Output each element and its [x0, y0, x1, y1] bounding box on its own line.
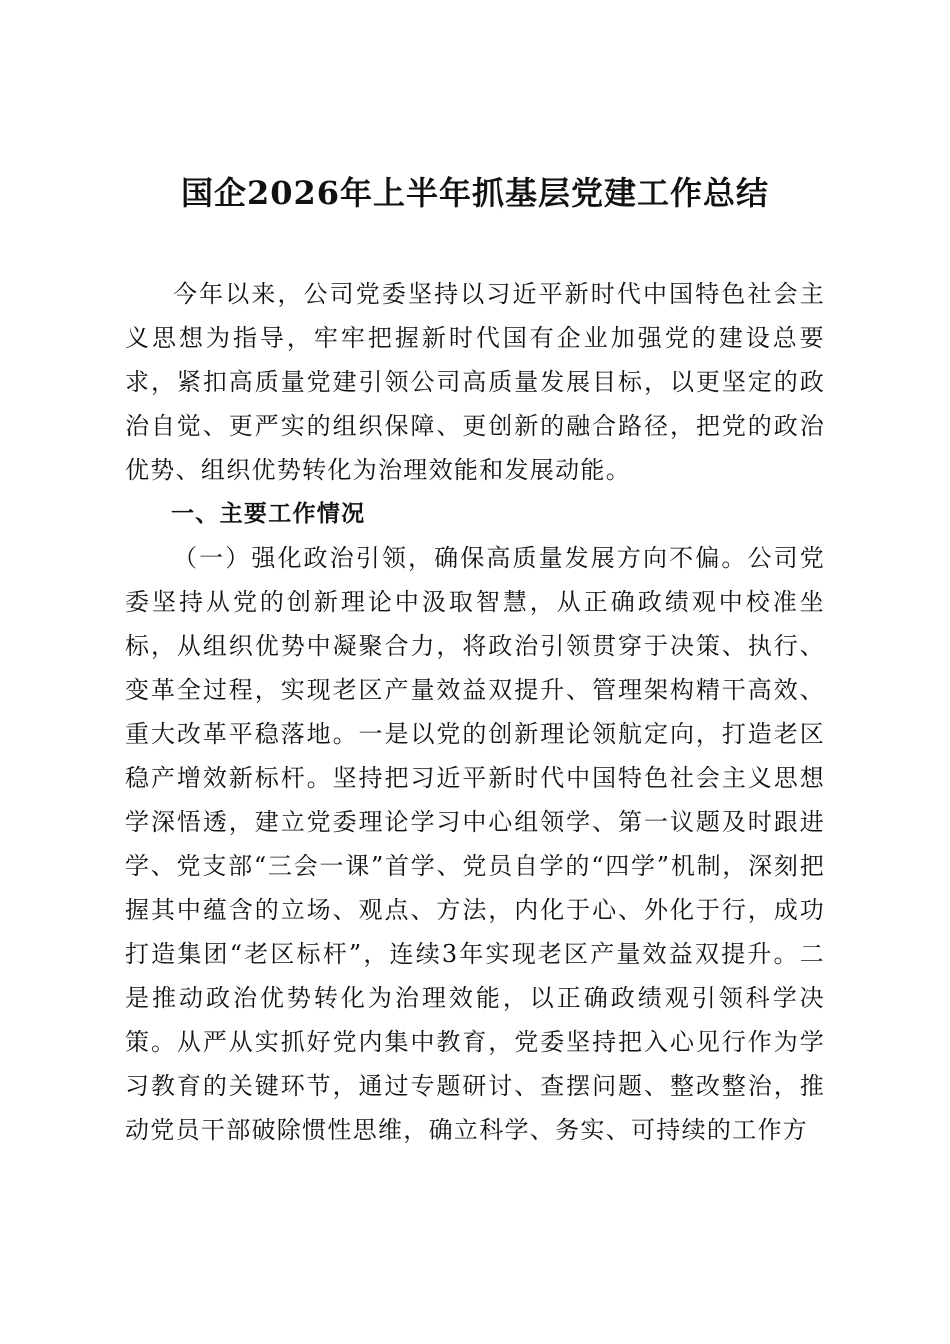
- section-heading: 一、主要工作情况: [171, 501, 366, 527]
- document-body: [125, 272, 825, 1152]
- document-title: 国企2026年上半年抓基层党建工作总结: [180, 174, 770, 212]
- section-paragraph: （一）强化政治引领，确保高质量发展方向不偏。公司党委坚持从党的创新理论中汲取智慧，从正确政绩观中校准坐标，从组织优势中凝聚合力，将政治引领贯穿于决策、执行、变革全过程，实现老区产量效益双提升、管理架构精干高效、重大改革平稳落地。一是以党的创新理论领航定向，打造老区稳产增效新标杆。坚持把习近平新时代中国特色社会主义思想学深悟透，建立党委理论学习中心组领学、第一议题及时跟进学、党支部“三会一课”首学、党员自学的“四学”机制，深刻把握其中蕴含的立场、观点、方法，内化于心、外化于行，成功打造集团“老区标杆”，连续3年实现老区产量效益双提升。二是推动政治优势转化为治理效能，以正确政绩观引领科学决策。从严从实抓好党内集中教育，党委坚持把入心见行作为学习教育的关键环节，通过专题研讨、查摆问题、整改整治，推动党员干部破除惯性思维，确立科学、务实、可持续的工作方: [125, 544, 825, 1144]
- intro-paragraph: 今年以来，公司党委坚持以习近平新时代中国特色社会主义思想为指导，牢牢把握新时代国有企业加强党的建设总要求，紧扣高质量党建引领公司高质量发展目标，以更坚定的政治自觉、更严实的组织保障、更创新的融合路径，把党的政治优势、组织优势转化为治理效能和发展动能。: [125, 280, 825, 484]
